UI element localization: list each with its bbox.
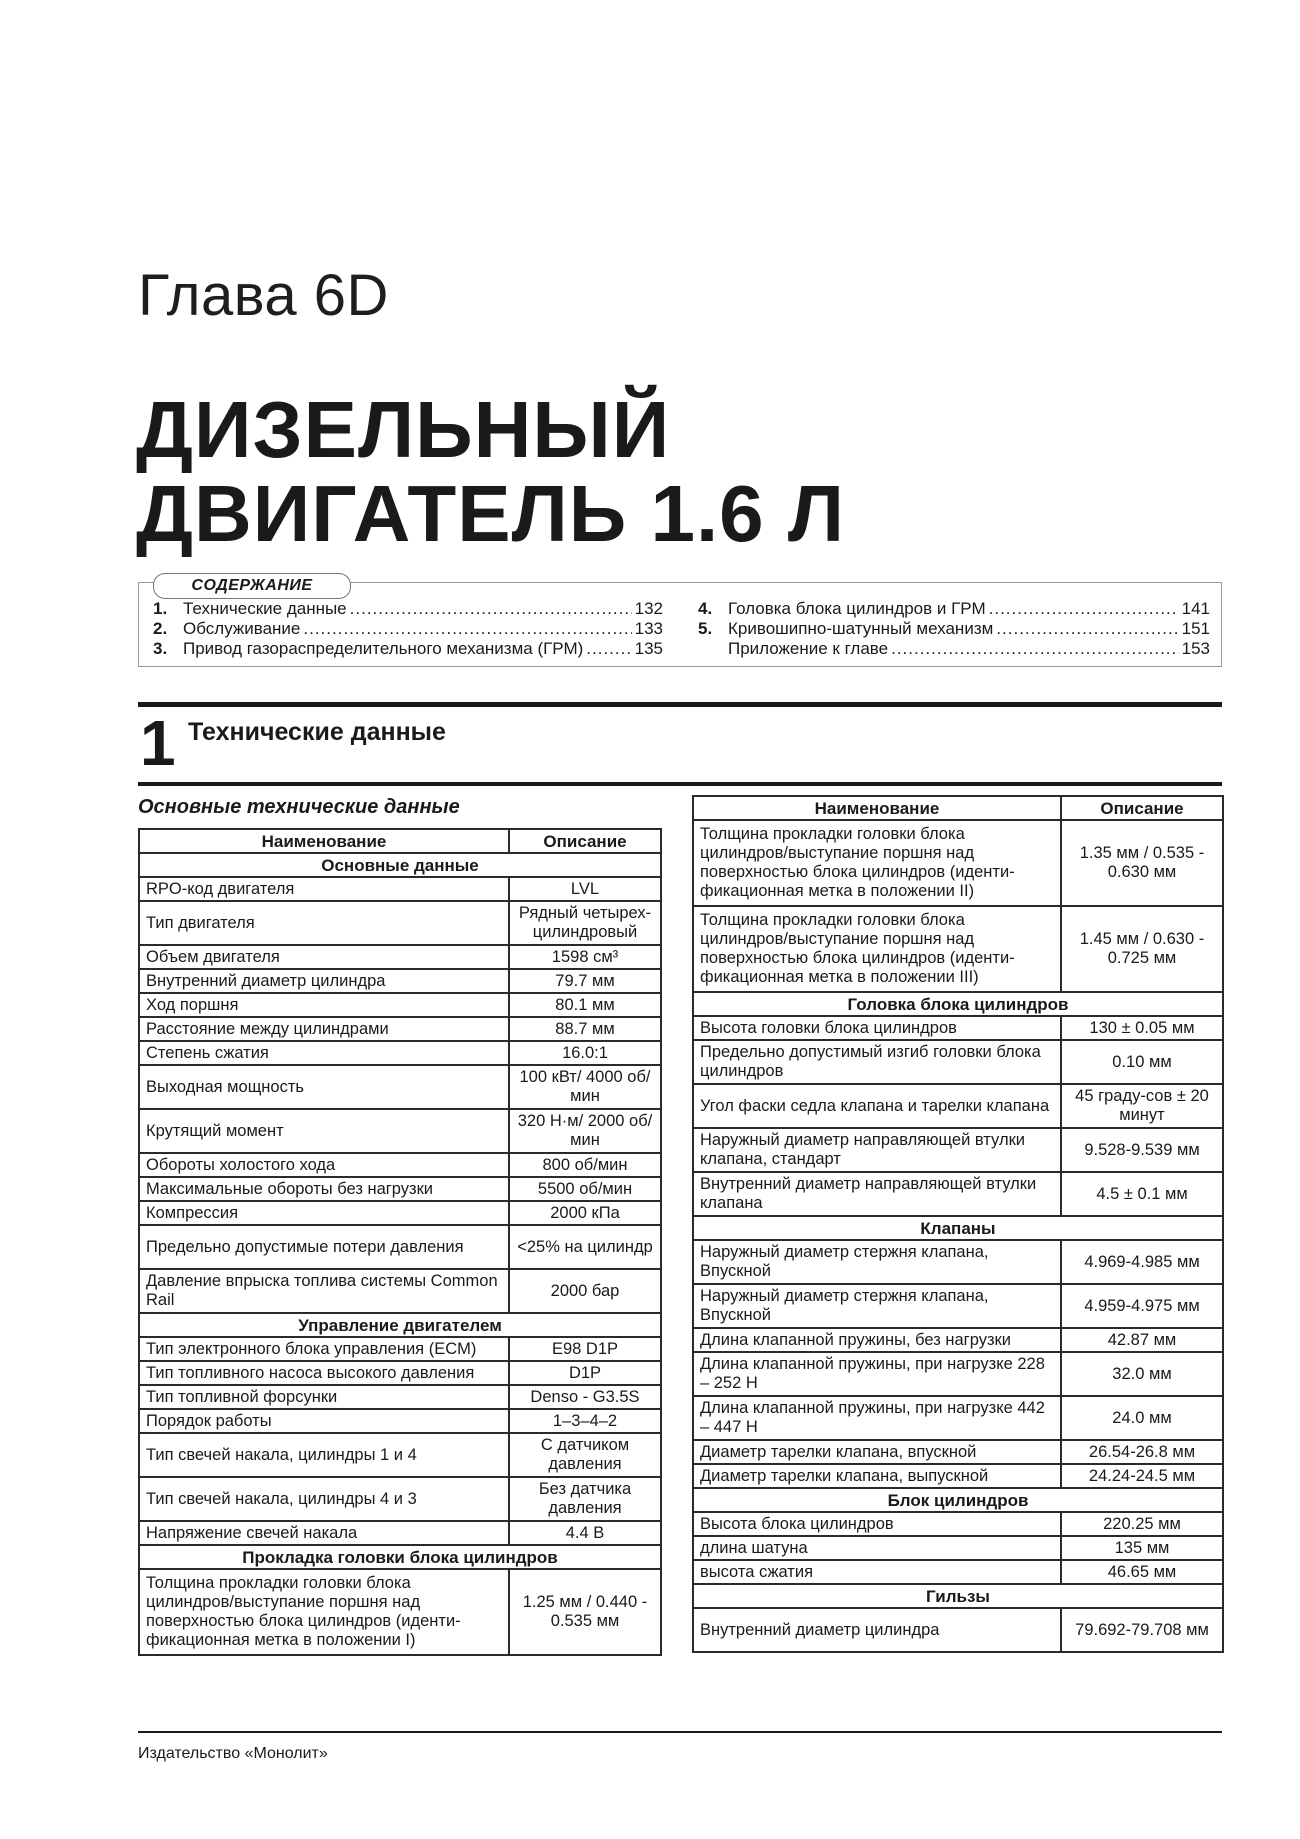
table-cell-desc: 4.4 В (509, 1521, 661, 1545)
table-cell-name: Диаметр тарелки клапана, впускной (693, 1440, 1061, 1464)
table-cell-desc: 32.0 мм (1061, 1352, 1223, 1396)
toc-leader-dots (989, 599, 1179, 619)
table-row (693, 1040, 1223, 1084)
table-cell-desc: D1P (509, 1361, 661, 1385)
table-cell-desc: 1.45 мм / 0.630 - 0.725 мм (1061, 906, 1223, 992)
table-cell-desc: 80.1 мм (509, 993, 661, 1017)
table-row (139, 969, 661, 993)
table-cell-name: Высота головки блока цилиндров (693, 1016, 1061, 1040)
toc-item-title: Обслуживание (183, 619, 301, 638)
table-cell-desc: 2000 кПа (509, 1201, 661, 1225)
table-cell-name: Внутренний диаметр цилиндра (139, 969, 509, 993)
toc-item-title: Приложение к главе (728, 639, 889, 658)
table-cell-desc: 26.54-26.8 мм (1061, 1440, 1223, 1464)
toc-item[interactable] (698, 599, 1210, 619)
contents-box (138, 577, 1222, 667)
table-cell-name: Предельно допустимый изгиб головки блока цилиндров (693, 1040, 1061, 1084)
table-cell-desc: 1–3–4–2 (509, 1409, 661, 1433)
table-cell-desc: 100 кВт/ 4000 об/мин (509, 1065, 661, 1109)
section-title: Технические данные (188, 718, 446, 746)
table-row (693, 1016, 1223, 1040)
table-row (693, 1560, 1223, 1584)
table-row (139, 1041, 661, 1065)
table-group-title: Блок цилиндров (693, 1488, 1223, 1512)
column-header-desc: Описание (1061, 796, 1223, 820)
footer-rule (138, 1731, 1222, 1733)
toc-item-title: Привод газораспределительного механизма (ГРМ) (183, 639, 584, 658)
section-number: 1 (140, 707, 176, 779)
table-cell-desc: 16.0:1 (509, 1041, 661, 1065)
table-cell-desc: 4.959-4.975 мм (1061, 1284, 1223, 1328)
table-cell-desc: <25% на цилиндр (509, 1225, 661, 1269)
table-row (139, 877, 661, 901)
chapter-title-line2: ДВИГАТЕЛЬ 1.6 Л (136, 469, 846, 558)
table-row (139, 1569, 661, 1655)
toc-leader-dots (350, 599, 632, 619)
toc-leader-dots (996, 619, 1178, 639)
table-row (693, 820, 1223, 906)
table-row (693, 1128, 1223, 1172)
table-cell-name: Тип свечей накала, цилиндры 1 и 4 (139, 1433, 509, 1477)
table-row (139, 1201, 661, 1225)
table-cell-desc: Рядный четырех-цилиндровый (509, 901, 661, 945)
toc-item-page: 153 (1181, 639, 1210, 658)
table-cell-name: Толщина прокладки головки блока цилиндров/выступание поршня над поверхностью блока цилиндров (иденти-фикационная метка в положении III) (693, 906, 1061, 992)
table-cell-desc: 220.25 мм (1061, 1512, 1223, 1536)
table-group-row (139, 1545, 661, 1569)
chapter-title-line1: ДИЗЕЛЬНЫЙ (136, 385, 671, 474)
table-row (693, 1608, 1223, 1652)
table-cell-name: Напряжение свечей накала (139, 1521, 509, 1545)
toc-leader-dots (303, 619, 631, 639)
toc-item[interactable] (698, 619, 1210, 639)
table-cell-desc: 130 ± 0.05 мм (1061, 1016, 1223, 1040)
section-rule-top (138, 702, 1222, 707)
table-cell-name: Наружный диаметр направляющей втулки клапана, стандарт (693, 1128, 1061, 1172)
table-cell-name: Обороты холостого хода (139, 1153, 509, 1177)
table-cell-name: Тип двигателя (139, 901, 509, 945)
table-cell-name: Угол фаски седла клапана и тарелки клапана (693, 1084, 1061, 1128)
toc-left-column (153, 599, 663, 659)
table-cell-desc: 4.969-4.985 мм (1061, 1240, 1223, 1284)
table-row (139, 1065, 661, 1109)
table-cell-name: Внутренний диаметр цилиндра (693, 1608, 1061, 1652)
table-row (693, 1352, 1223, 1396)
table-cell-desc: 320 Н·м/ 2000 об/мин (509, 1109, 661, 1153)
table-cell-desc: Без датчика давления (509, 1477, 661, 1521)
table-cell-name: длина шатуна (693, 1536, 1061, 1560)
table-row (139, 901, 661, 945)
table-row (693, 1084, 1223, 1128)
table-cell-desc: 1.25 мм / 0.440 - 0.535 мм (509, 1569, 661, 1655)
table-group-title: Гильзы (693, 1584, 1223, 1608)
table-cell-name: Длина клапанной пружины, при нагрузке 442 – 447 Н (693, 1396, 1061, 1440)
toc-item[interactable] (153, 599, 663, 619)
table-cell-name: Объем двигателя (139, 945, 509, 969)
table-row (139, 1385, 661, 1409)
table-row (139, 1477, 661, 1521)
table-group-title: Основные данные (139, 853, 661, 877)
table-row (139, 993, 661, 1017)
table-group-row (693, 992, 1223, 1016)
table-group-title: Прокладка головки блока цилиндров (139, 1545, 661, 1569)
table-cell-name: Наружный диаметр стержня клапана, Впускной (693, 1240, 1061, 1284)
toc-item[interactable] (698, 639, 1210, 659)
table-row (139, 1153, 661, 1177)
publisher-footer: Издательство «Монолит» (138, 1745, 328, 1762)
toc-item-number: 4. (698, 599, 713, 618)
table-row (139, 1337, 661, 1361)
table-group-row (693, 1216, 1223, 1240)
table-cell-desc: 4.5 ± 0.1 мм (1061, 1172, 1223, 1216)
table-cell-name: Тип топливной форсунки (139, 1385, 509, 1409)
table-row (139, 1269, 661, 1313)
table-cell-desc: 88.7 мм (509, 1017, 661, 1041)
toc-item-page: 141 (1181, 599, 1210, 618)
table-row (693, 1396, 1223, 1440)
contents-heading: СОДЕРЖАНИЕ (153, 573, 351, 599)
table-cell-desc: 2000 бар (509, 1269, 661, 1313)
table-cell-name: Расстояние между цилиндрами (139, 1017, 509, 1041)
section-rule-bottom (138, 782, 1222, 786)
table-cell-name: Давление впрыска топлива системы Common Rail (139, 1269, 509, 1313)
toc-leader-dots (891, 639, 1179, 659)
table-cell-name: Длина клапанной пружины, при нагрузке 228 – 252 Н (693, 1352, 1061, 1396)
table-group-row (693, 1488, 1223, 1512)
table-row (693, 1440, 1223, 1464)
table-group-row (139, 1313, 661, 1337)
table-cell-desc: 800 об/мин (509, 1153, 661, 1177)
toc-item[interactable] (153, 639, 663, 659)
table-row (693, 1512, 1223, 1536)
table-cell-name: Тип топливного насоса высокого давления (139, 1361, 509, 1385)
table-cell-desc: Denso - G3.5S (509, 1385, 661, 1409)
table-cell-desc: 45 граду-сов ± 20 минут (1061, 1084, 1223, 1128)
table-cell-desc: 79.7 мм (509, 969, 661, 993)
table-cell-name: Диаметр тарелки клапана, выпускной (693, 1464, 1061, 1488)
table-row (693, 906, 1223, 992)
table-row (139, 1521, 661, 1545)
column-header-name: Наименование (139, 829, 509, 853)
toc-item-page: 132 (634, 599, 663, 618)
table-cell-name: RPO-код двигателя (139, 877, 509, 901)
table-cell-name: Степень сжатия (139, 1041, 509, 1065)
toc-item-page: 135 (634, 639, 663, 658)
table-cell-desc: 46.65 мм (1061, 1560, 1223, 1584)
table-cell-name: Выходная мощность (139, 1065, 509, 1109)
table-cell-desc: 79.692-79.708 мм (1061, 1608, 1223, 1652)
table-row (693, 1536, 1223, 1560)
table-cell-name: Крутящий момент (139, 1109, 509, 1153)
toc-item-title: Головка блока цилиндров и ГРМ (728, 599, 986, 618)
table-cell-desc: 1598 см³ (509, 945, 661, 969)
table-cell-desc: С датчиком давления (509, 1433, 661, 1477)
toc-item-page: 151 (1181, 619, 1210, 638)
table-row (693, 1464, 1223, 1488)
table-row (693, 1172, 1223, 1216)
toc-leader-dots (586, 639, 631, 659)
table-cell-desc: E98 D1P (509, 1337, 661, 1361)
table-cell-desc: LVL (509, 877, 661, 901)
table-row (693, 1328, 1223, 1352)
table-row (693, 1284, 1223, 1328)
toc-right-column (698, 599, 1210, 659)
table-cell-desc: 24.0 мм (1061, 1396, 1223, 1440)
table-cell-desc: 24.24-24.5 мм (1061, 1464, 1223, 1488)
table-row (139, 1017, 661, 1041)
table-group-title: Головка блока цилиндров (693, 992, 1223, 1016)
table-row (139, 1109, 661, 1153)
table-row (139, 1361, 661, 1385)
table-group-row (693, 1584, 1223, 1608)
table-header-row (139, 829, 661, 853)
toc-item-number: 1. (153, 599, 168, 618)
chapter-title (136, 385, 846, 558)
toc-item-title: Технические данные (183, 599, 347, 618)
toc-item-page: 133 (634, 619, 663, 638)
table-cell-name: Наружный диаметр стержня клапана, Впускной (693, 1284, 1061, 1328)
table-cell-name: Ход поршня (139, 993, 509, 1017)
table-cell-name: Длина клапанной пружины, без нагрузки (693, 1328, 1061, 1352)
spec-table-left (138, 828, 662, 1656)
table-row (139, 945, 661, 969)
table-cell-name: Компрессия (139, 1201, 509, 1225)
table-group-title: Клапаны (693, 1216, 1223, 1240)
table-cell-name: Внутренний диаметр направляющей втулки клапана (693, 1172, 1061, 1216)
table-cell-desc: 135 мм (1061, 1536, 1223, 1560)
table-cell-desc: 0.10 мм (1061, 1040, 1223, 1084)
toc-item[interactable] (153, 619, 663, 639)
table-cell-desc: 1.35 мм / 0.535 - 0.630 мм (1061, 820, 1223, 906)
table-cell-name: Максимальные обороты без нагрузки (139, 1177, 509, 1201)
table-cell-name: Тип электронного блока управления (ECM) (139, 1337, 509, 1361)
toc-item-number: 2. (153, 619, 168, 638)
table-row (139, 1225, 661, 1269)
table-row (139, 1177, 661, 1201)
table-cell-name: Предельно допустимые потери давления (139, 1225, 509, 1269)
table-group-row (139, 853, 661, 877)
column-header-name: Наименование (693, 796, 1061, 820)
toc-item-number: 5. (698, 619, 713, 638)
toc-item-number: 3. (153, 639, 168, 658)
table-cell-desc: 5500 об/мин (509, 1177, 661, 1201)
table-group-title: Управление двигателем (139, 1313, 661, 1337)
table-cell-name: Толщина прокладки головки блока цилиндров/выступание поршня над поверхностью блока цилиндров (иденти-фикационная метка в положении I) (139, 1569, 509, 1655)
spec-table-right (692, 795, 1224, 1653)
table-cell-desc: 9.528-9.539 мм (1061, 1128, 1223, 1172)
table-row (693, 1240, 1223, 1284)
column-header-desc: Описание (509, 829, 661, 853)
chapter-label: Глава 6D (138, 263, 389, 328)
table-cell-name: Порядок работы (139, 1409, 509, 1433)
table-row (139, 1433, 661, 1477)
table-header-row (693, 796, 1223, 820)
table-cell-name: высота сжатия (693, 1560, 1061, 1584)
table-cell-name: Тип свечей накала, цилиндры 4 и 3 (139, 1477, 509, 1521)
table-cell-name: Толщина прокладки головки блока цилиндров/выступание поршня над поверхностью блока цилиндров (иденти-фикационная метка в положении II) (693, 820, 1061, 906)
table-cell-desc: 42.87 мм (1061, 1328, 1223, 1352)
table-row (139, 1409, 661, 1433)
toc-item-title: Кривошипно-шатунный механизм (728, 619, 994, 638)
subsection-title: Основные технические данные (138, 796, 460, 818)
table-cell-name: Высота блока цилиндров (693, 1512, 1061, 1536)
